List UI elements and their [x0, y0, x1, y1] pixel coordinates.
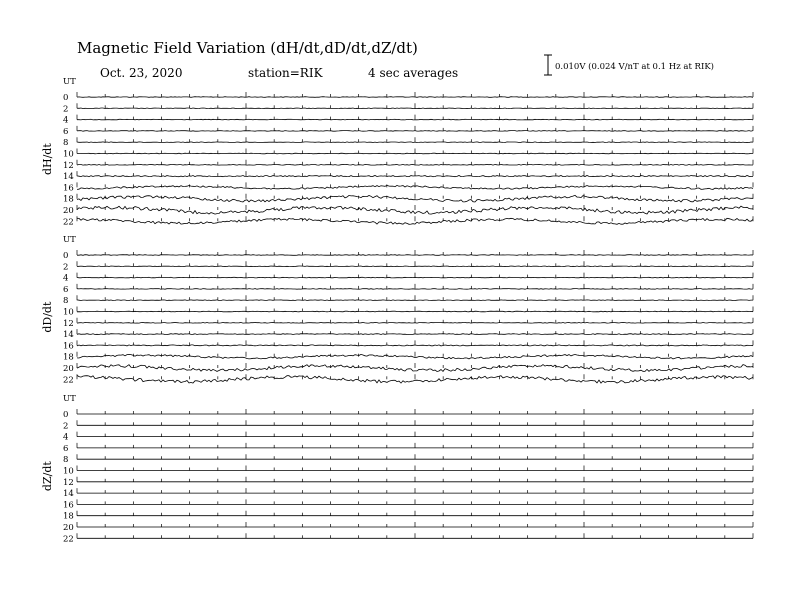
- row-label: 2: [63, 104, 69, 115]
- row-label: 6: [63, 443, 69, 454]
- ut-label: UT: [63, 235, 76, 245]
- date-label: Oct. 23, 2020: [100, 66, 183, 80]
- row-label: 10: [63, 307, 74, 318]
- row-label: 8: [63, 455, 69, 466]
- row-label: 22: [63, 534, 74, 545]
- row-label: 14: [63, 172, 74, 183]
- row-label: 22: [63, 375, 74, 386]
- row-label: 20: [63, 523, 74, 533]
- row-label: 10: [63, 466, 74, 477]
- row-label: 12: [63, 318, 74, 329]
- row-label: 0: [63, 410, 69, 420]
- row-label: 2: [63, 421, 69, 432]
- row-label: 16: [63, 341, 74, 352]
- row-label: 16: [63, 500, 74, 511]
- row-label: 18: [63, 511, 74, 522]
- row-label: 4: [63, 432, 69, 443]
- row-label: 6: [63, 284, 69, 295]
- ut-label: UT: [63, 394, 76, 404]
- row-label: 0: [63, 93, 69, 103]
- row-label: 14: [63, 489, 74, 500]
- row-label: 10: [63, 149, 74, 160]
- row-label: 22: [63, 217, 74, 228]
- scale-bar-icon: [544, 55, 552, 75]
- panel-ylabel: dD/dt: [41, 301, 54, 333]
- row-label: 18: [63, 352, 74, 363]
- row-label: 12: [63, 477, 74, 488]
- panels-group: [41, 77, 753, 544]
- row-label: 0: [63, 251, 69, 261]
- row-label: 2: [63, 262, 69, 273]
- row-label: 8: [63, 296, 69, 307]
- row-label: 14: [63, 330, 74, 341]
- row-label: 16: [63, 183, 74, 194]
- station-label: station=RIK: [248, 66, 323, 80]
- averaging-label: 4 sec averages: [368, 66, 459, 80]
- scale-note: 0.010V (0.024 V/nT at 0.1 Hz at RIK): [555, 62, 714, 72]
- panel-dh-dt: [41, 77, 753, 227]
- row-label: 4: [63, 273, 69, 284]
- row-label: 4: [63, 115, 69, 126]
- row-label: 20: [63, 206, 74, 216]
- panel-dd-dt: [41, 235, 753, 385]
- panel-ylabel: dZ/dt: [41, 461, 54, 492]
- row-label: 12: [63, 160, 74, 171]
- panel-ylabel: dH/dt: [41, 143, 54, 176]
- row-label: 6: [63, 126, 69, 137]
- row-label: 8: [63, 138, 69, 149]
- row-label: 18: [63, 194, 74, 205]
- chart-title: Magnetic Field Variation (dH/dt,dD/dt,dZ/dt): [77, 39, 418, 57]
- ut-label: UT: [63, 77, 76, 87]
- panel-dz-dt: [41, 394, 753, 544]
- row-label: 20: [63, 364, 74, 374]
